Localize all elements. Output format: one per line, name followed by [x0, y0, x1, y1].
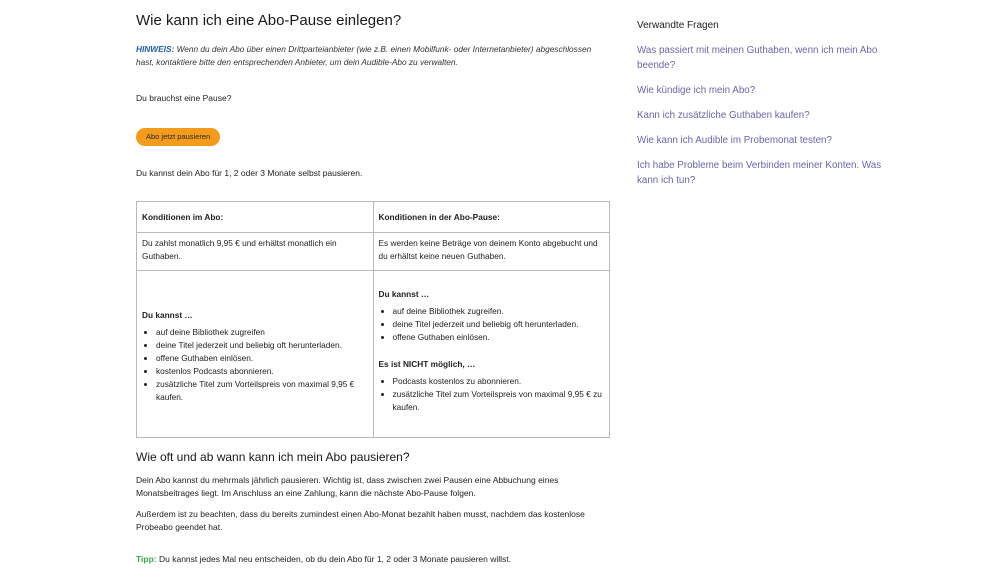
- related-questions: [637, 20, 887, 198]
- related-questions-title: Verwandte Fragen: [637, 20, 719, 31]
- list-item: • auf deine Bibliothek zugreifen: [156, 326, 368, 339]
- related-link-credits-on-cancel[interactable]: Was passiert mit meinen Guthaben, wenn ich mein Abo beende?: [637, 45, 878, 71]
- pause-feature-list: [379, 305, 605, 344]
- can-label: Du kannst …: [142, 310, 193, 320]
- related-link-cancel-subscription[interactable]: Wie kündige ich mein Abo?: [637, 85, 756, 96]
- frequency-paragraph: Dein Abo kannst du mehrmals jährlich pausieren. Wichtig ist, dass zwischen zwei Pausen eine Abbuchung eines Monatsbeitrages liegt. Im Anschluss an eine Zahlung, kann die nächste Abo-Pause folgen.: [136, 475, 559, 498]
- pause-question: Du brauchst eine Pause?: [136, 93, 232, 103]
- list-item: • auf deine Bibliothek zugreifen.: [393, 305, 605, 318]
- table-row: [137, 233, 610, 271]
- requirement-paragraph: Außerdem ist zu beachten, dass du bereits zumindest einen Abo-Monat bezahlt haben musst, nachdem das kostenlose Probeabo geendet hat.: [136, 509, 585, 532]
- tip-label: Tipp:: [136, 554, 157, 564]
- article-main: [136, 12, 610, 573]
- can-label: Du kannst …: [378, 289, 430, 299]
- table-header-pause: Konditionen in der Abo-Pause:: [373, 202, 610, 233]
- section-heading: Wie oft und ab wann kann ich mein Abo pausieren?: [136, 450, 410, 464]
- list-item: • zusätzliche Titel zum Vorteilspreis von maximal 9,95 € zu kaufen.: [393, 388, 605, 414]
- cannot-label: Es ist NICHT möglich, …: [378, 359, 476, 369]
- related-link-account-connection[interactable]: Ich habe Probleme beim Verbinden meiner Konten. Was kann ich tun?: [637, 160, 882, 186]
- page-title: Wie kann ich eine Abo-Pause einlegen?: [136, 12, 402, 29]
- hint-label: HINWEIS:: [136, 44, 175, 54]
- table-row: [137, 271, 610, 438]
- table-cell-subscription-price: Du zahlst monatlich 9,95 € und erhältst monatlich ein Guthaben.: [137, 233, 374, 271]
- table-header-subscription: Konditionen im Abo:: [137, 202, 374, 233]
- list-item: • zusätzliche Titel zum Vorteilspreis von maximal 9,95 € kaufen.: [156, 378, 368, 404]
- table-cell-pause-price: Es werden keine Beträge von deinem Konto abgebucht und du erhältst keine neuen Guthaben.: [373, 233, 610, 271]
- related-link-trial-month[interactable]: Wie kann ich Audible im Probemonat testen?: [637, 135, 832, 146]
- list-item: • deine Titel jederzeit und beliebig oft herunterladen.: [393, 318, 605, 331]
- list-item: • offene Guthaben einlösen.: [393, 331, 605, 344]
- hint-note: [136, 43, 610, 69]
- list-item: • offene Guthaben einlösen.: [156, 352, 368, 365]
- table-header-row: [137, 202, 610, 233]
- table-cell-pause-features: [373, 271, 610, 438]
- tip-text: Du kannst jedes Mal neu entscheiden, ob du dein Abo für 1, 2 oder 3 Monate pausieren willst.: [156, 554, 512, 564]
- hint-text: Wenn du dein Abo über einen Drittparteianbieter (wie z.B. einen Mobilfunk- oder Internetanbieter) abgeschlossen hast, kontaktiere bitte den entsprechenden Anbieter, um dein Audible-Abo zu verwalten.: [136, 44, 592, 67]
- table-cell-subscription-features: [137, 271, 374, 438]
- pause-restriction-list: [379, 375, 605, 414]
- list-item: • Podcasts kostenlos zu abonnieren.: [393, 375, 605, 388]
- list-item: • kostenlos Podcasts abonnieren.: [156, 365, 368, 378]
- subscription-feature-list: [142, 326, 368, 404]
- related-link-buy-credits[interactable]: Kann ich zusätzliche Guthaben kaufen?: [637, 110, 810, 121]
- pause-subscription-button[interactable]: Abo jetzt pausieren: [136, 128, 220, 146]
- conditions-table: [136, 201, 610, 438]
- pause-months-text: Du kannst dein Abo für 1, 2 oder 3 Monate selbst pausieren.: [136, 168, 363, 178]
- list-item: • deine Titel jederzeit und beliebig oft herunterladen.: [156, 339, 368, 352]
